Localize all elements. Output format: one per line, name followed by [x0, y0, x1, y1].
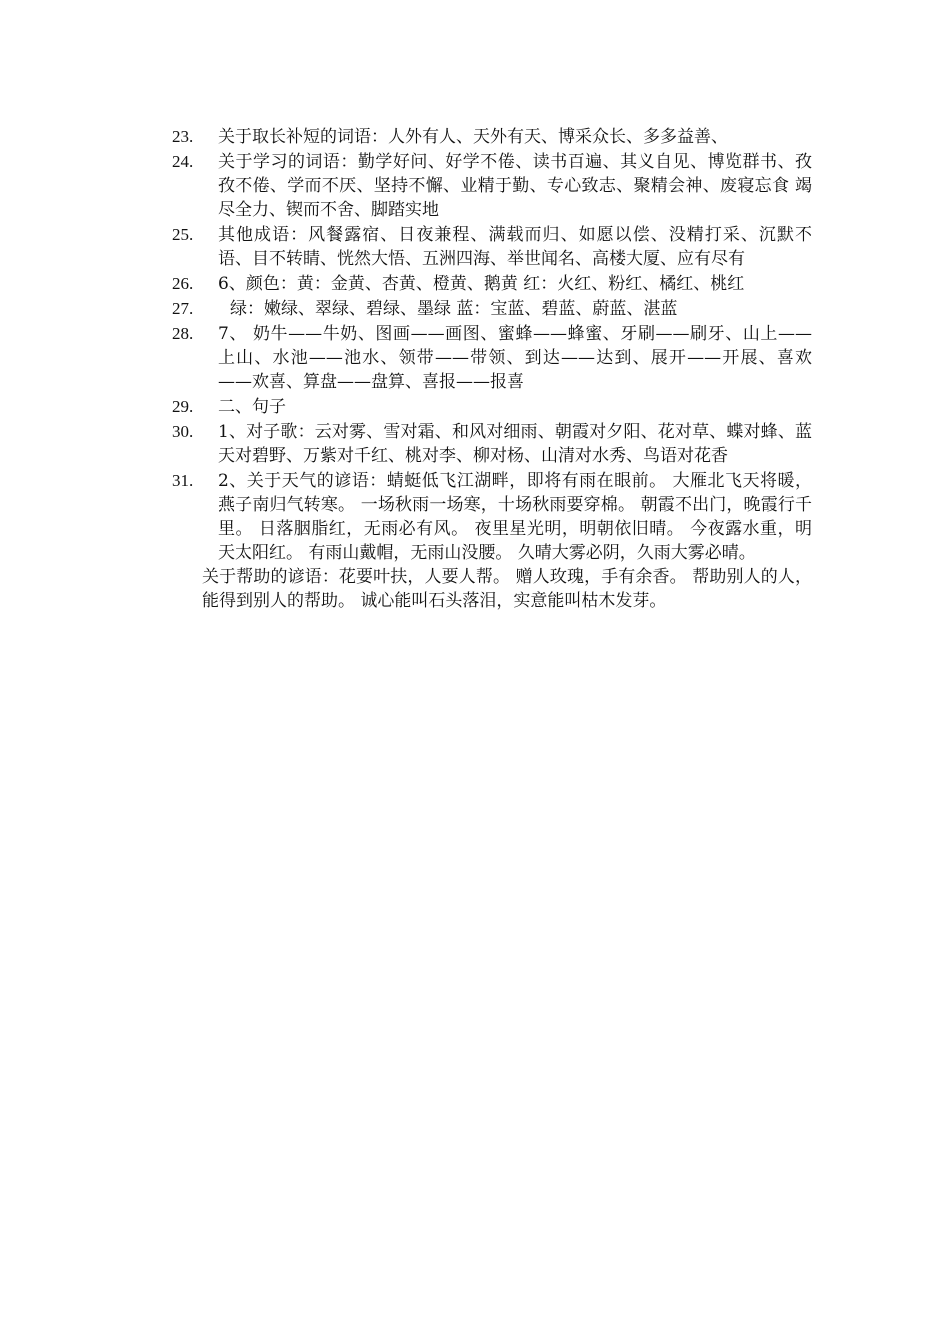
item-text: 6、颜色：黄：金黄、杏黄、橙黄、鹅黄 红：火红、粉红、橘红、桃红 [218, 274, 745, 294]
list-item-28 [172, 322, 812, 394]
item-text: 二、句子 [218, 397, 286, 417]
item-number: 29. [172, 397, 194, 416]
item-text: 其他成语：风餐露宿、日夜兼程、满载而归、如愿以偿、没精打采、沉默不语、目不转睛、恍然大悟、五洲四海、举世闻名、高楼大厦、应有尽有 [218, 225, 812, 269]
item-number: 28. [172, 324, 194, 343]
item-number: 31. [172, 471, 194, 490]
item-number: 25. [172, 225, 194, 244]
list-item-31 [172, 469, 812, 613]
item-number: 23. [172, 127, 194, 146]
item-text: 7、 奶牛——牛奶、图画——画图、蜜蜂——蜂蜜、牙刷——刷牙、山上——上山、水池——池水、领带——带领、到达——达到、展开——开展、喜欢——欢喜、算盘——盘算、喜报——报喜 [218, 324, 812, 392]
document-list [172, 125, 812, 614]
list-item-27 [172, 297, 812, 321]
item-continuation-text: 关于帮助的谚语：花要叶扶，人要人帮。 赠人玫瑰，手有余香。 帮助别人的人，能得到别人的帮助。 诚心能叫石头落泪，实意能叫枯木发芽。 [202, 567, 812, 611]
item-text: 1、对子歌：云对雾、雪对霜、和风对细雨、朝霞对夕阳、花对草、蝶对蜂、蓝天对碧野、万紫对千红、桃对李、柳对杨、山清对水秀、鸟语对花香 [218, 422, 812, 466]
item-number: 30. [172, 422, 194, 441]
item-number: 27. [172, 299, 194, 318]
list-item-25 [172, 223, 812, 271]
item-number: 24. [172, 152, 194, 171]
item-number: 26. [172, 274, 194, 293]
item-text: 2、关于天气的谚语：蜻蜓低飞江湖畔，即将有雨在眼前。 大雁北飞天将暖，燕子南归气转寒。 一场秋雨一场寒，十场秋雨要穿棉。 朝霞不出门，晚霞行千里。 日落胭脂红，无雨必有风。 夜里星光明，明朝依旧晴。 今夜露水重，明天太阳红。 有雨山戴帽，无雨山没腰。 久晴大雾必阴，久雨大雾必晴。 [218, 471, 812, 563]
list-item-30 [172, 420, 812, 468]
list-item-23 [172, 125, 812, 149]
item-text: 绿：嫩绿、翠绿、碧绿、墨绿 蓝：宝蓝、碧蓝、蔚蓝、湛蓝 [230, 299, 678, 319]
item-text: 关于取长补短的词语：人外有人、天外有天、博采众长、多多益善、 [218, 127, 728, 147]
list-item-26 [172, 272, 812, 296]
list-item-29 [172, 395, 812, 419]
item-text: 关于学习的词语：勤学好问、好学不倦、读书百遍、其义自见、博览群书、孜孜不倦、学而不厌、坚持不懈、业精于勤、专心致志、聚精会神、废寝忘食 竭尽全力、锲而不舍、脚踏实地 [218, 152, 812, 220]
list-item-24 [172, 150, 812, 222]
